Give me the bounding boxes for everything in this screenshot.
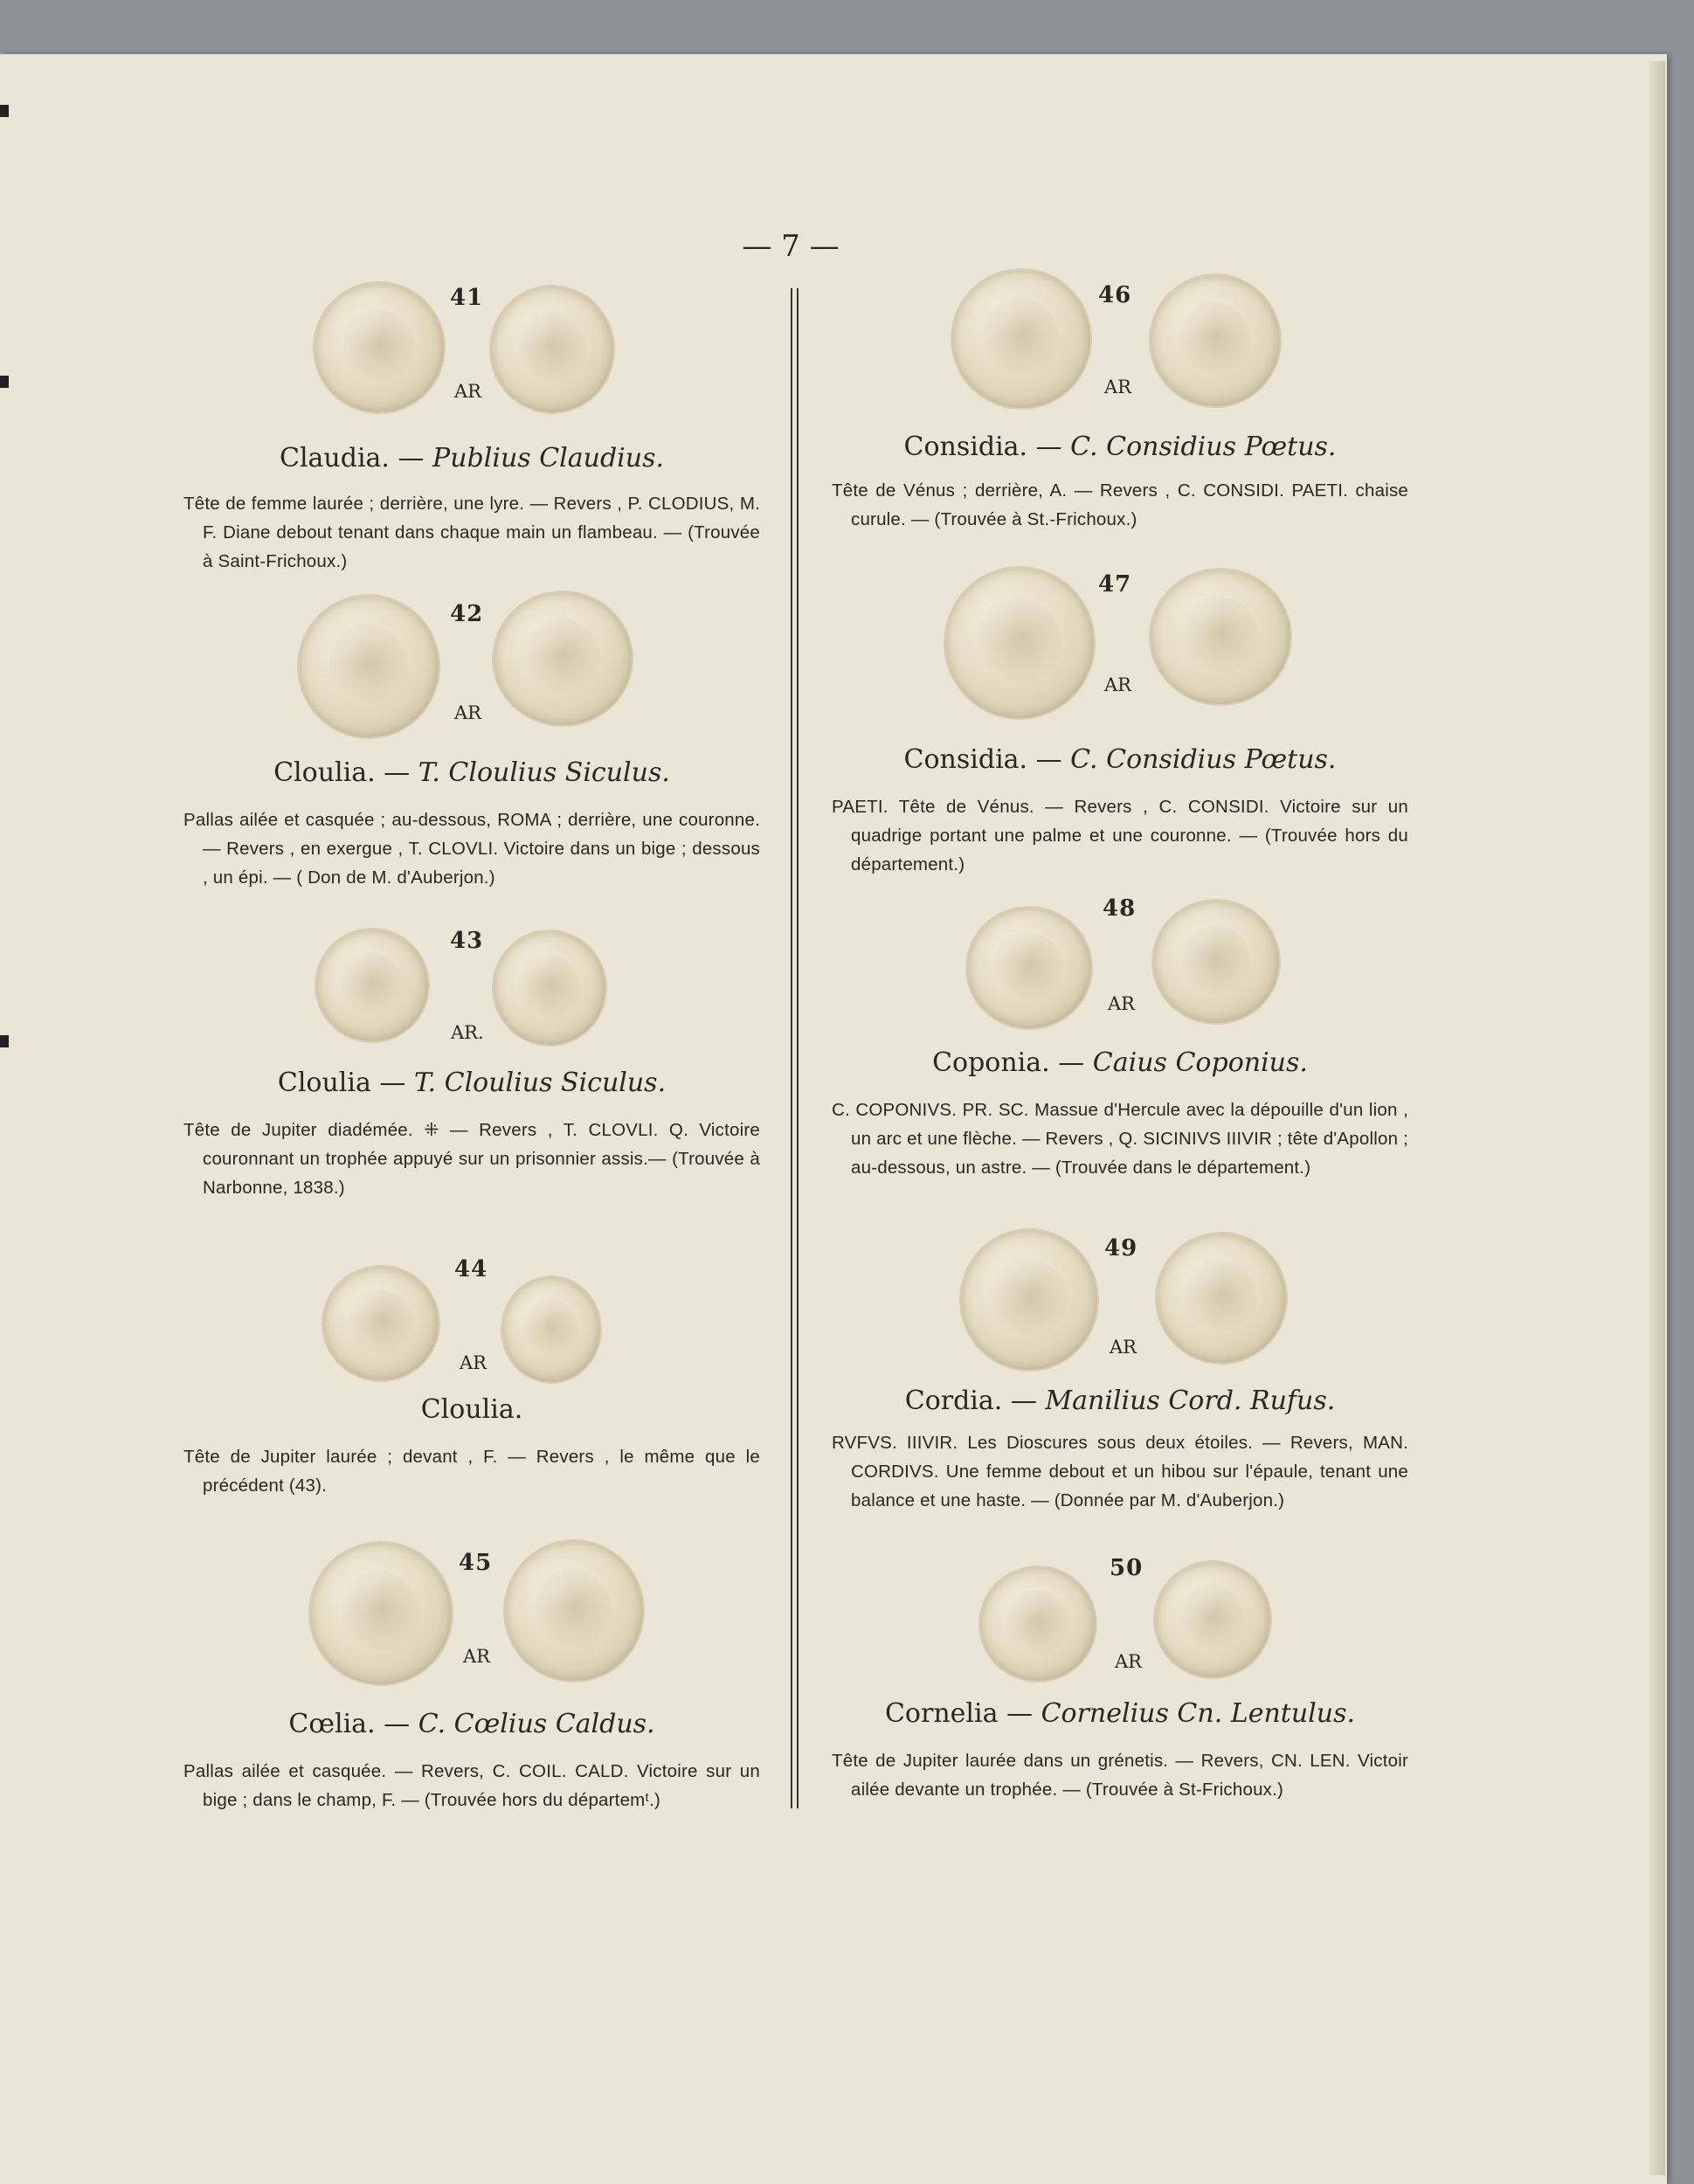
coin-number: 45	[459, 1550, 493, 1576]
moneyer-name: C. Considius Pœtus.	[1070, 432, 1337, 462]
entry-title	[183, 757, 760, 788]
entry-description: Tête de femme laurée ; derrière, une lyre. — Revers , P. CLODIUS, M. F. Diane debout tenant dans chaque main un flambeau. — (Trouvée à Saint-Frichoux.)	[183, 494, 760, 571]
coin-obverse	[310, 1543, 452, 1684]
family-name: Considia.	[903, 432, 1028, 462]
coin-pair	[832, 895, 1408, 1044]
moneyer-name: T. Cloulius Siculus.	[413, 1068, 667, 1098]
title-dash: —	[389, 443, 433, 473]
coin-reverse	[491, 287, 613, 412]
family-name: Considia.	[903, 744, 1028, 775]
title-dash: —	[998, 1698, 1041, 1729]
title-dash: —	[370, 1068, 414, 1098]
entry-description: RVFVS. IIIVIR. Les Dioscures sous deux étoiles. — Revers, MAN. CORDIVS. Une femme debout et un hibou sur l'épaule, tenant une balance et une haste. — (Donnée par M. d'Auberjon.)	[832, 1433, 1408, 1510]
column-divider	[791, 288, 799, 1808]
coin-entry	[832, 1555, 1408, 1804]
entry-title	[183, 1394, 760, 1425]
coin-pair	[183, 924, 760, 1064]
title-dash: —	[375, 757, 418, 788]
coin-number: 41	[450, 285, 484, 311]
coin-number: 50	[1110, 1555, 1144, 1581]
moneyer-name: Manilius Cord. Rufus.	[1045, 1386, 1336, 1416]
title-dash: —	[1027, 432, 1071, 462]
coin-entry	[832, 895, 1408, 1182]
title-dash: —	[1049, 1047, 1093, 1078]
coin-reverse	[1151, 570, 1290, 704]
metal-label: AR.	[451, 1022, 484, 1043]
coin-pair	[832, 266, 1408, 428]
coin-obverse	[952, 270, 1090, 408]
moneyer-name: T. Cloulius Siculus.	[418, 757, 670, 788]
coin-entry	[832, 1225, 1408, 1515]
family-name: Claudia.	[279, 443, 390, 473]
coin-entry	[183, 1251, 760, 1500]
coin-number: 44	[454, 1256, 488, 1282]
family-name: Cœlia.	[288, 1709, 376, 1739]
metal-label: AR	[1108, 993, 1135, 1014]
family-name: Cordia.	[904, 1386, 1003, 1416]
entry-title	[832, 1047, 1408, 1078]
entry-description: C. COPONIVS. PR. SC. Massue d'Hercule avec la dépouille d'un lion , un arc et une flèche. — Revers , Q. SICINIVS IIIVIR ; tête d'Apollon ; au-dessous, un astre. — (Trouvée dans le département.)	[832, 1100, 1408, 1178]
coin-reverse	[1151, 275, 1280, 406]
coin-reverse	[1157, 1234, 1286, 1363]
coin-pair	[183, 278, 760, 439]
title-dash: —	[1002, 1386, 1046, 1416]
moneyer-name: C. Cœlius Caldus.	[418, 1709, 655, 1739]
entry-description: Pallas ailée et casquée ; au-dessous, ROMA ; derrière, une couronne. — Revers , en exergue , T. CLOVLI. Victoire dans un bige ; dessous , un épi. — ( Don de M. d'Auberjon.)	[183, 810, 760, 888]
coin-obverse	[967, 908, 1091, 1028]
entry-description: Tête de Jupiter laurée dans un grénetis. — Revers, CN. LEN. Victoir ailée devante un trophée. — (Trouvée à St-Frichoux.)	[832, 1751, 1408, 1800]
coin-number: 43	[450, 928, 484, 954]
title-dash: —	[375, 1709, 418, 1739]
entry-description: Tête de Jupiter laurée ; devant , F. — Revers , le même que le précédent (43).	[183, 1447, 760, 1496]
metal-label: AR	[463, 1646, 490, 1667]
coin-number: 42	[450, 601, 484, 627]
coin-entry	[832, 266, 1408, 534]
family-name: Coponia.	[932, 1047, 1050, 1078]
coin-entry	[183, 592, 760, 892]
entry-title	[183, 1068, 760, 1098]
coin-number: 47	[1098, 571, 1132, 598]
metal-label: AR	[454, 381, 481, 402]
family-name: Cloulia.	[273, 757, 376, 788]
moneyer-name: C. Considius Pœtus.	[1070, 744, 1337, 775]
binding-mark	[0, 1035, 9, 1047]
family-name: Cornelia	[884, 1698, 999, 1729]
coin-pair	[832, 1225, 1408, 1382]
page-number: — 7 —	[742, 229, 840, 264]
coin-pair	[832, 566, 1408, 741]
coin-obverse	[315, 283, 444, 412]
entry-description: Tête de Vénus ; derrière, A. — Revers , C. CONSIDI. PAETI. chaise curule. — (Trouvée à St.-Frichoux.)	[832, 480, 1408, 529]
family-name: Cloulia.	[420, 1394, 523, 1425]
coin-number: 46	[1098, 282, 1132, 308]
moneyer-name: Caius Coponius.	[1092, 1047, 1308, 1078]
coin-reverse	[1155, 1562, 1270, 1677]
coin-entry	[183, 278, 760, 576]
coin-obverse	[316, 930, 428, 1041]
entry-title	[832, 1698, 1408, 1729]
binding-mark	[0, 376, 9, 388]
entry-title	[832, 744, 1408, 775]
coin-number: 48	[1103, 895, 1137, 922]
coin-obverse	[961, 1230, 1097, 1370]
metal-label: AR	[460, 1352, 487, 1373]
metal-label: AR	[1115, 1651, 1142, 1672]
coin-reverse	[1153, 901, 1279, 1023]
entry-title	[832, 432, 1408, 462]
coin-obverse	[323, 1267, 439, 1380]
metal-label: AR	[454, 702, 481, 723]
coin-obverse	[945, 568, 1094, 718]
coin-reverse	[494, 592, 632, 725]
page-edge	[1649, 61, 1665, 2175]
entry-title	[832, 1386, 1408, 1416]
entry-title	[183, 1709, 760, 1739]
coin-obverse	[980, 1567, 1096, 1681]
metal-label: AR	[1104, 377, 1131, 397]
moneyer-name: Cornelius Cn. Lentulus.	[1041, 1698, 1356, 1729]
entry-title	[183, 443, 760, 473]
coin-reverse	[505, 1541, 643, 1681]
entry-description: PAETI. Tête de Vénus. — Revers , C. CONSIDI. Victoire sur un quadrige portant une palme et une couronne. — (Trouvée hors du département.)	[832, 797, 1408, 874]
metal-label: AR	[1104, 674, 1131, 695]
title-dash: —	[1027, 744, 1071, 775]
entry-description: Tête de Jupiter diadémée. ⁜ — Revers , T. CLOVLI. Q. Victoire couronnant un trophée appuyé sur un prisonnier assis.— (Trouvée à Narbonne, 1838.)	[183, 1120, 760, 1198]
coin-entry	[183, 924, 760, 1202]
coin-entry	[832, 566, 1408, 879]
entry-description: Pallas ailée et casquée. — Revers, C. COIL. CALD. Victoire sur un bige ; dans le champ, F. — (Trouvée hors du départemᵗ.)	[183, 1761, 760, 1810]
coin-reverse	[494, 931, 605, 1045]
coin-pair	[183, 1539, 760, 1705]
coin-number: 49	[1104, 1235, 1138, 1261]
family-name: Cloulia	[277, 1068, 371, 1098]
coin-pair	[183, 592, 760, 754]
moneyer-name: Publius Claudius.	[432, 443, 665, 473]
coin-pair	[832, 1555, 1408, 1695]
coin-obverse	[299, 596, 439, 737]
metal-label: AR	[1110, 1337, 1137, 1358]
coin-pair	[183, 1251, 760, 1391]
coin-reverse	[502, 1277, 600, 1382]
coin-entry	[183, 1539, 760, 1814]
binding-mark	[0, 105, 9, 117]
